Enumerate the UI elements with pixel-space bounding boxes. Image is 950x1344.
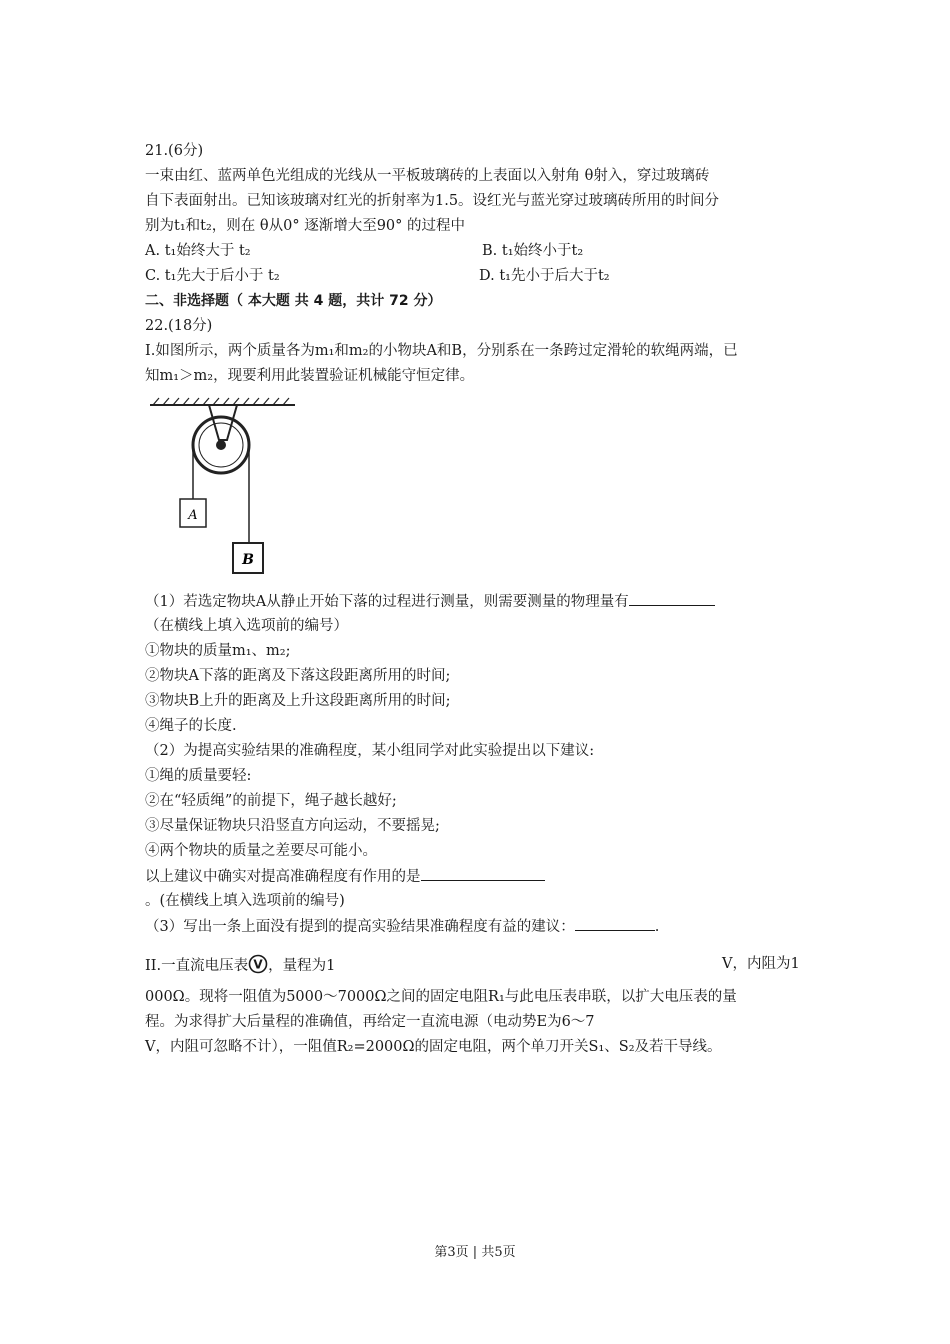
p3-end: . <box>654 919 660 935</box>
p3-question-text: （3）写出一条上面没有提到的提高实验结果准确程度有益的建议： <box>145 919 575 935</box>
partII-range: ，量程为1 <box>268 958 336 974</box>
partII-intro: II.一直流电压表 <box>145 958 249 974</box>
p1-question <box>145 591 715 612</box>
p1-note: （在横线上填入选项前的编号） <box>145 618 348 634</box>
p2-item-1: ①绳的质量要轻: <box>145 768 252 784</box>
p1-question-text: （1）若选定物块A从静止开始下落的过程进行测量，则需要测量的物理量有 <box>145 594 629 610</box>
q21-header: 21.(6分) <box>145 143 204 159</box>
p2-question: （2）为提高实验结果的准确程度，某小组同学对此实验提出以下建议: <box>145 743 595 759</box>
q22-intro-line-2: 知m₁＞m₂，现要利用此装置验证机械能守恒定律。 <box>145 368 475 384</box>
voltmeter-glyph: V <box>253 957 263 972</box>
p2-conclusion <box>145 866 545 887</box>
q21-option-a: A. t₁始终大于 t₂ <box>145 243 251 259</box>
p3-answer-blank[interactable] <box>575 916 655 931</box>
page-footer: 第3页 | 共5页 <box>434 1245 516 1260</box>
voltmeter-icon <box>248 954 268 980</box>
q21-option-c: C. t₁先大于后小于 t₂ <box>145 268 280 284</box>
p1-item-4: ④绳子的长度. <box>145 718 237 734</box>
q21-stem-line-1: 一束由红、蓝两单色光组成的光线从一平板玻璃砖的上表面以入射角 θ射入，穿过玻璃砖 <box>145 168 710 184</box>
p1-answer-blank[interactable] <box>629 591 715 606</box>
q21-option-b: B. t₁始终小于t₂ <box>482 243 584 259</box>
partII-line-1-right: V，内阻为1 <box>722 956 800 972</box>
ceiling-hatch <box>153 398 289 405</box>
p1-item-3: ③物块B上升的距离及上升这段距离所用的时间; <box>145 693 451 709</box>
p2-answer-blank[interactable] <box>421 866 545 881</box>
q21-stem-line-3: 别为t₁和t₂，则在 θ从0° 逐渐增大至90° 的过程中 <box>145 218 466 234</box>
q21-stem-line-2: 自下表面射出。已知该玻璃对红光的折射率为1.5。设红光与蓝光穿过玻璃砖所用的时间分 <box>145 193 720 209</box>
section-heading: 二、非选择题（ 本大题 共 4 题，共计 72 分） <box>145 293 442 309</box>
block-a-label: A <box>188 508 198 523</box>
p2-item-3: ③尽量保证物块只沿竖直方向运动，不要摇晃; <box>145 818 440 834</box>
partII-line-1-left <box>145 954 335 980</box>
pulley-figure <box>145 395 315 580</box>
p1-item-1: ①物块的质量m₁、m₂; <box>145 643 291 659</box>
p2-item-4: ④两个物块的质量之差要尽可能小。 <box>145 843 377 859</box>
pulley-axle <box>216 440 226 450</box>
q22-header: 22.(18分) <box>145 318 213 334</box>
q21-option-d: D. t₁先小于后大于t₂ <box>479 268 610 284</box>
partII-line-4: V，内阻可忽略不计），一阻值R₂=2000Ω的固定电阻，两个单刀开关S₁、S₂及若干导线。 <box>145 1039 722 1055</box>
partII-line-2: 000Ω。现将一阻值为5000～7000Ω之间的固定电阻R₁与此电压表串联，以扩大电压表的量 <box>145 989 737 1005</box>
p2-item-2: ②在“轻质绳”的前提下，绳子越长越好; <box>145 793 397 809</box>
q22-intro-line-1: I.如图所示，两个质量各为m₁和m₂的小物块A和B，分别系在一条跨过定滑轮的软绳两端，已 <box>145 343 738 359</box>
p2-conclusion-text: 以上建议中确实对提高准确程度有作用的是 <box>145 869 421 885</box>
partII-line-3: 程。为求得扩大后量程的准确值，再给定一直流电源（电动势E为6～7 <box>145 1014 595 1030</box>
block-b-label: B <box>242 552 254 568</box>
p1-item-2: ②物块A下落的距离及下落这段距离所用的时间; <box>145 668 451 684</box>
p2-note: 。(在横线上填入选项前的编号) <box>145 893 345 909</box>
p3-question <box>145 916 659 937</box>
pulley-bracket <box>209 405 237 440</box>
